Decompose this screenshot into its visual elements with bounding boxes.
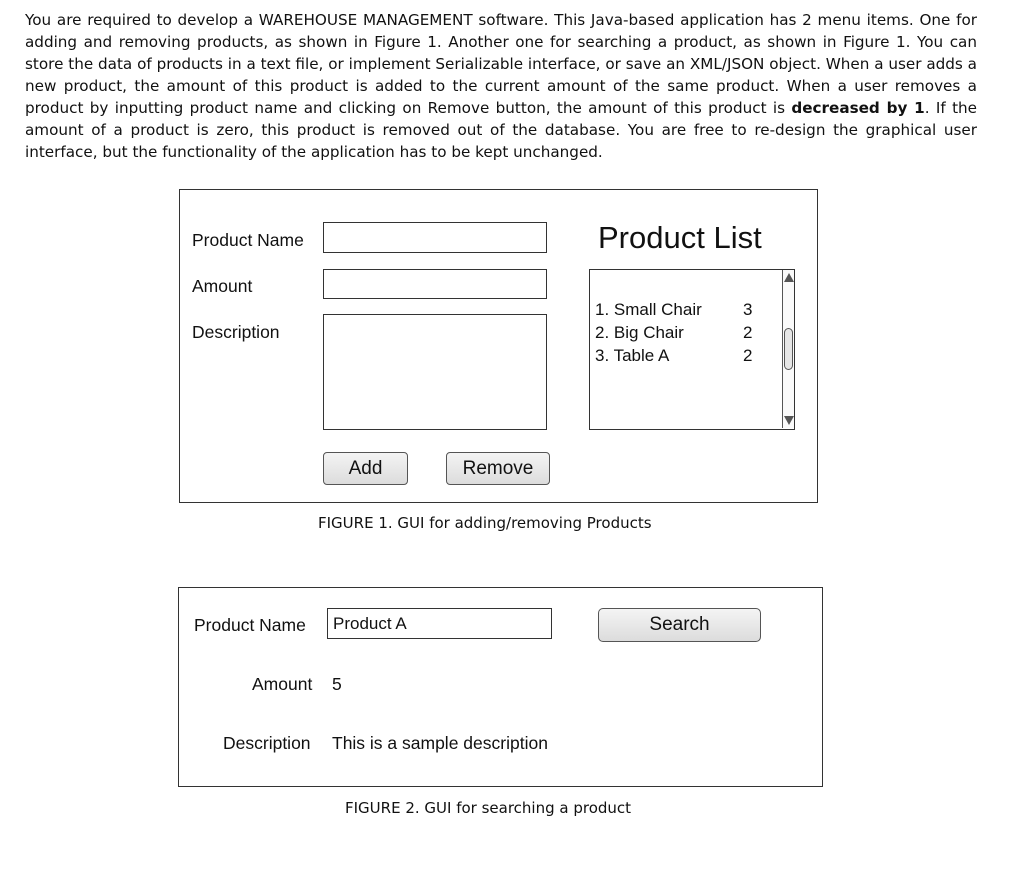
intro-bold: decreased by 1 [791, 99, 925, 117]
product-list[interactable] [589, 269, 795, 430]
search-description-label: Description [223, 733, 311, 753]
intro-part-2: . If the amount of a product is zero, this product is removed out of the database. You are free to re-design the graphical user interface, but the functionality of the application has to be kept unchanged. [25, 99, 978, 161]
search-product-name-input[interactable] [327, 608, 552, 639]
product-name-label: Product Name [192, 230, 304, 250]
scroll-down-arrow-icon[interactable] [784, 416, 794, 425]
search-button[interactable]: Search [598, 608, 761, 642]
assignment-text [25, 9, 977, 163]
description-label: Description [192, 322, 280, 342]
search-amount-value: 5 [332, 674, 342, 694]
product-list-scrollbar[interactable] [782, 270, 794, 428]
figure1-caption: FIGURE 1. GUI for adding/removing Products [318, 514, 652, 532]
scroll-up-arrow-icon[interactable] [784, 273, 794, 282]
add-button[interactable]: Add [323, 452, 408, 485]
amount-input[interactable] [323, 269, 547, 299]
search-product-name-label: Product Name [194, 615, 306, 635]
product-name-input[interactable] [323, 222, 547, 253]
description-textarea[interactable] [323, 314, 547, 430]
search-product-name-value: Product A [333, 614, 407, 633]
search-description-value: This is a sample description [332, 733, 548, 753]
list-item-amount: 2 [743, 346, 753, 365]
intro-part-1: You are required to develop a WAREHOUSE MANAGEMENT software. This Java-based application has 2 menu items. One for adding and removing products, as shown in Figure 1. Another one for searching a product, as shown in Figure 1. You can store the data of products in a text file, or implement Serializable interface, or save an XML/JSON object. When a user adds a new product, the amount of this product is added to the current amount of the same product. When a user removes a product by inputting product name and clicking on Remove button, the amount of this product is [25, 11, 977, 117]
remove-button[interactable]: Remove [446, 452, 550, 485]
list-item-name: 2. Big Chair [595, 323, 684, 342]
list-item-name: 3. Table A [595, 346, 670, 365]
search-amount-label: Amount [252, 674, 313, 694]
figure2-caption: FIGURE 2. GUI for searching a product [345, 799, 632, 817]
list-item-amount: 2 [743, 323, 753, 342]
list-item-amount: 3 [743, 300, 753, 319]
list-item-name: 1. Small Chair [595, 300, 702, 319]
amount-label: Amount [192, 276, 253, 296]
product-list-title: Product List [598, 220, 762, 255]
scroll-thumb[interactable] [784, 328, 793, 370]
